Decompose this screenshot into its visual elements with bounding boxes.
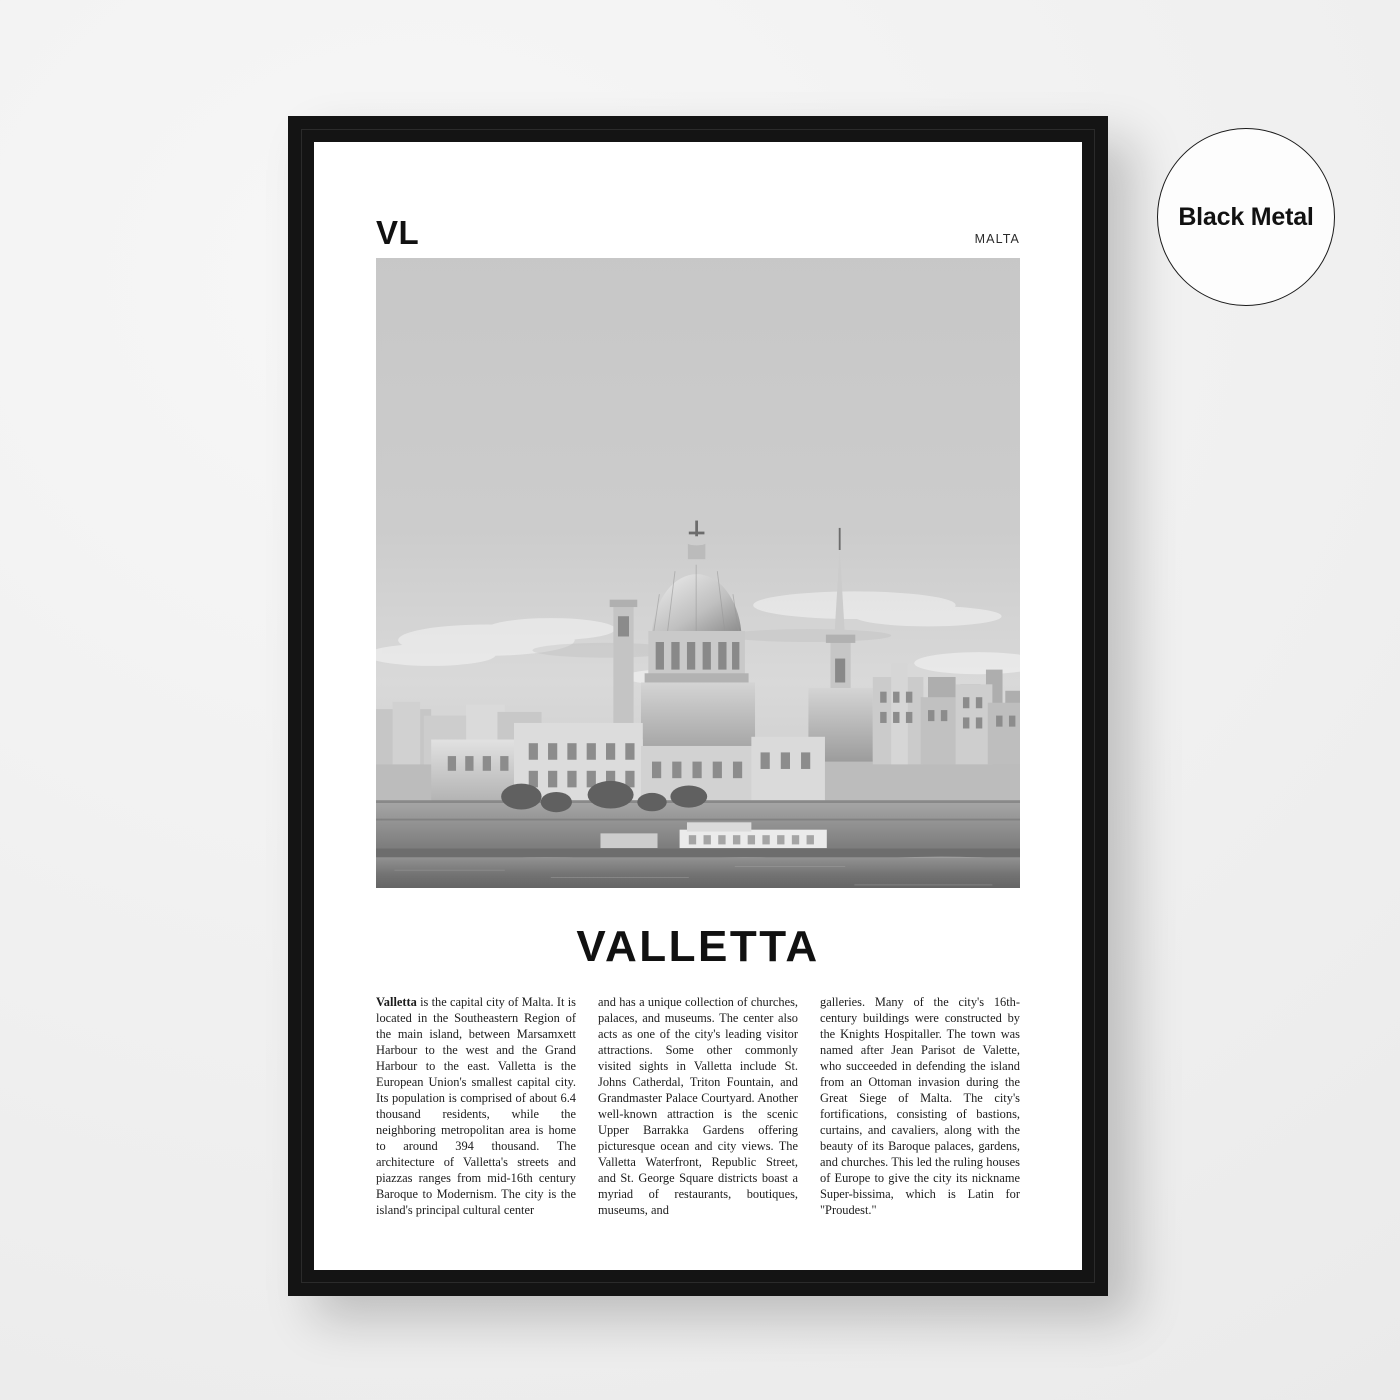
material-badge[interactable] <box>1157 128 1335 306</box>
valletta-skyline-photo <box>376 258 1020 888</box>
picture-frame[interactable] <box>288 116 1108 1296</box>
poster-header <box>376 216 1020 249</box>
body-column-1-text: is the capital city of Malta. It is located in the Southeastern Region of the main island, between Marsamxett Harbour to the west and the Grand Harbour to the east. Valletta is the European Union's smallest capital city. Its population is comprised of about 6.4 thousand residents, while the neighboring metropolitan area is home to around 394 thousand. The architecture of Valletta's streets and piazzas ranges from mid-16th century Baroque to Modernism. The city is the island's principal cultural center <box>376 995 576 1217</box>
body-column-1 <box>376 994 576 1218</box>
poster-country-label: MALTA <box>974 232 1020 246</box>
material-badge-label: Black Metal <box>1178 202 1314 231</box>
poster-city-code: VL <box>376 214 420 251</box>
body-column-2: and has a unique collection of churches, palaces, and museums. The center also acts as one of the city's leading visitor attractions. Some other commonly visited sights in Valletta include St. Johns Catherdal, Triton Fountain, and Grandmaster Palace Courtyard. Another well-known attraction is the scenic Upper Barrakka Gardens offering picturesque ocean and city views. The Valletta Waterfront, Republic Street, and St. George Square districts boast a myriad of restaurants, boutiques, museums, and <box>598 995 798 1217</box>
body-column-3: galleries. Many of the city's 16th-century buildings were constructed by the Knights Hospitaller. The town was named after Jean Parisot de Valette, who succeeded in defending the island from an Ottoman invasion during the Great Siege of Malta. The city's fortifications, consisting of bastions, curtains, and cavaliers, along with the beauty of its Baroque palaces, gardens, and churches. This led the ruling houses of Europe to give the city its nickname Super-bissima, which is Latin for "Proudest." <box>820 995 1020 1217</box>
page-title: VALLETTA <box>576 922 820 971</box>
poster <box>314 142 1082 1270</box>
body-lead-word: Valletta <box>376 995 417 1009</box>
poster-body-text <box>376 994 1020 1218</box>
